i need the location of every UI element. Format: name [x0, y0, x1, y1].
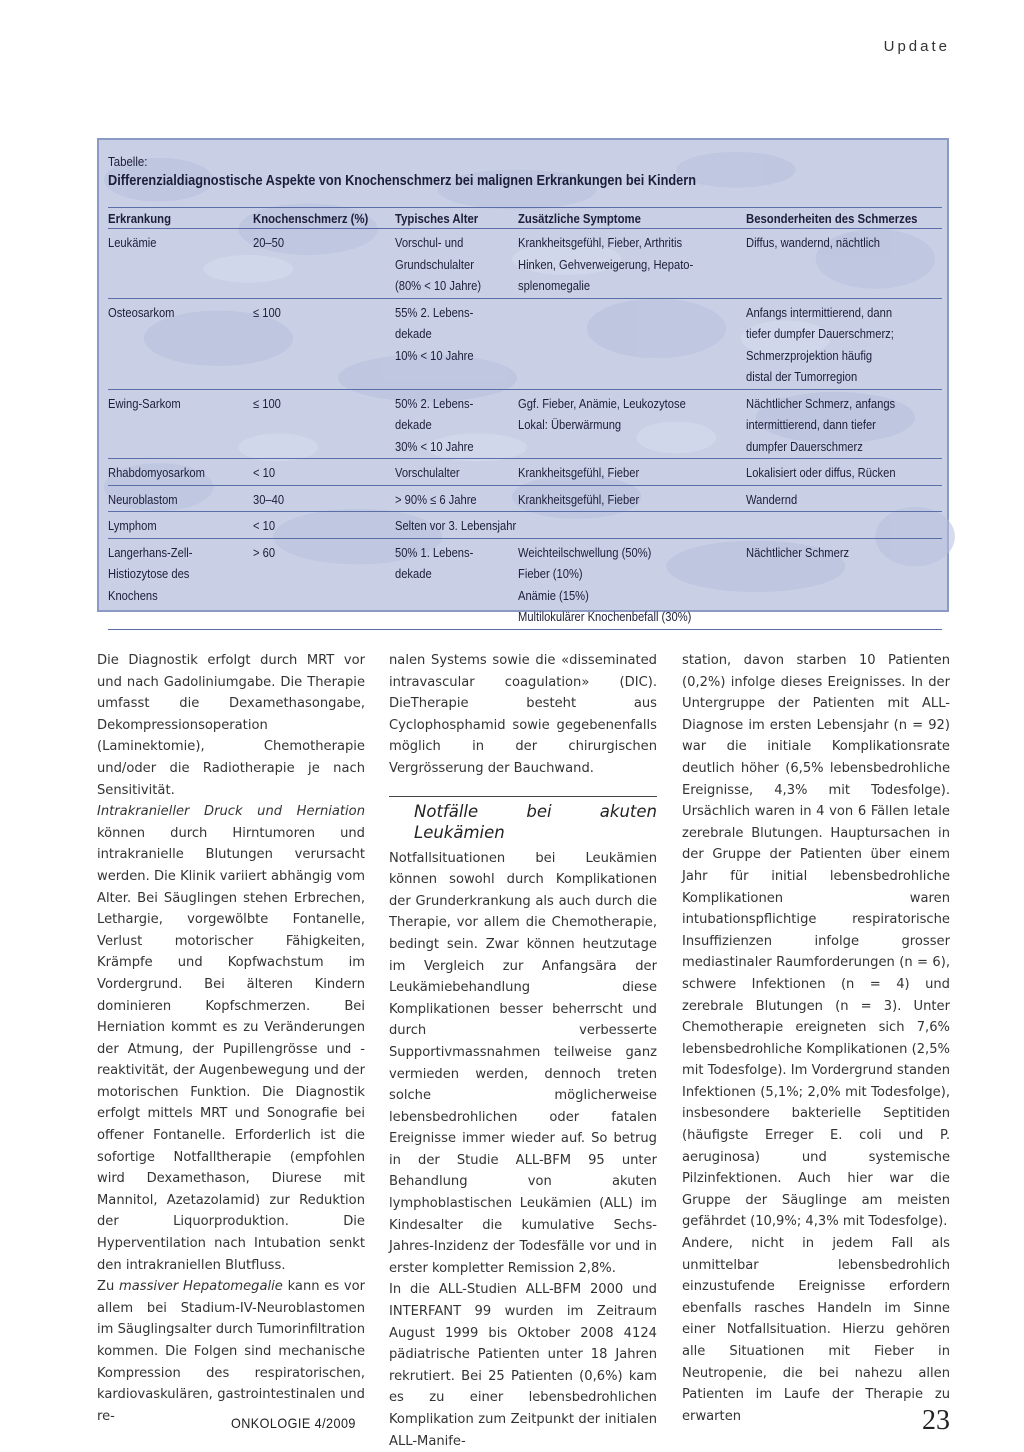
cell-line: Lymphom	[108, 518, 157, 533]
column-header: Erkrankung	[108, 208, 253, 229]
cell-line: Fieber (10%)	[518, 566, 583, 581]
table-cell	[253, 485, 395, 512]
cell-line: 30% < 10 Jahre	[395, 438, 474, 454]
cell-line: distal der Tumorregion	[746, 369, 858, 384]
table-cell	[746, 459, 942, 486]
cell-line: 50% 1. Lebens-	[395, 544, 474, 560]
cell-line: < 10	[253, 518, 276, 533]
cell-line: Krankheitsgefühl, Fieber	[518, 465, 640, 480]
cell-line: Langerhans-Zell-	[108, 544, 193, 560]
cell-line: (80% < 10 Jahre)	[395, 278, 482, 293]
table-cell	[395, 512, 942, 539]
table-row	[108, 459, 942, 486]
journal-footer: ONKOLOGIE 4/2009	[231, 1415, 356, 1431]
table-cell	[108, 538, 253, 629]
table-cell	[395, 389, 518, 459]
cell-line: Nächtlicher Schmerz	[746, 544, 850, 560]
cell-line: Rhabdomyosarkom	[108, 465, 205, 480]
column-header: Typisches Alter	[395, 208, 518, 229]
cell-line: dekade	[395, 566, 432, 581]
table-cell	[108, 459, 253, 486]
cell-line: < 10	[253, 465, 276, 480]
cell-line: ≤ 100	[253, 304, 281, 320]
table-cell	[108, 389, 253, 459]
table-row	[108, 512, 942, 539]
cell-line: intermittierend, dann tiefer	[746, 417, 876, 432]
table-cell	[746, 229, 942, 299]
table-cell	[395, 538, 518, 629]
cell-line: dekade	[395, 417, 432, 432]
table-cell	[395, 298, 518, 389]
text-column-2	[389, 650, 657, 1452]
text: Zu	[97, 1279, 119, 1295]
cell-line: Anfangs intermittierend, dann	[746, 304, 893, 320]
cell-line: Hinken, Gehverweigerung, Hepato-	[518, 256, 694, 272]
cell-line: Weichteilschwellung (50%)	[518, 544, 652, 560]
cell-line: Krankheitsgefühl, Fieber	[518, 491, 640, 507]
cell-line: Schmerzprojektion häufig	[746, 347, 873, 363]
cell-line: 20–50	[253, 235, 285, 250]
text-column-1	[97, 650, 365, 1427]
differential-table	[108, 207, 942, 630]
cell-line: Knochens	[108, 587, 158, 603]
table-cell	[108, 229, 253, 299]
cell-line: > 60	[253, 544, 276, 560]
table-cell	[746, 389, 942, 459]
paragraph: Notfallsituationen bei Leukämien können sowohl durch Komplikationen der Grunderkrankung als auch durch die Therapie, vor allem die Chemotherapie, bedingt sein. Zwar können heutzutage im Vergleich zur Anfangsära der Leukämiebehandlung diese Komplikationen besser beherrscht und durch verbesserte Supportivmassnahmen teilweise ganz vermieden werden, dennoch treten solche möglicherweise lebensbedrohlichen oder fatalen Ereignisse immer wieder auf. So betrug in der Studie ALL-BFM 95 unter Behandlung von akuten lymphoblastischen Leukämien (ALL) im Kindesalter die kumulative Sechs-Jahres-Inzidenz der Todesfälle vor und in erster kompletter Remission 2,8%.	[389, 850, 657, 1276]
column-header: Zusätzliche Symptome	[518, 208, 746, 229]
emphasis: massiver Hepatomegalie	[119, 1279, 283, 1295]
cell-line: Lokalisiert oder diffus, Rücken	[746, 465, 896, 480]
cell-line: Nächtlicher Schmerz, anfangs	[746, 395, 896, 411]
table-cell	[518, 229, 746, 299]
section-rule	[389, 796, 657, 797]
section-heading: Notfälle bei akuten Leukämien	[414, 801, 657, 842]
table-row	[108, 538, 942, 629]
table-cell	[395, 459, 518, 486]
text: können durch Hirntumoren und intrakranielle Blutungen verursacht werden. Die Klinik variiert abhängig vom Alter. Bei Säuglingen stehen Erbrechen, Lethargie, vorgewölbte Fontanelle, Verlust motorischer Fähigkeiten, Krämpfe und Kopfwachstum im Vordergrund. Bei älteren Kindern dominieren Kopfschmerzen. Bei Herniation kommt es zu Veränderungen der Atmung, der Pupillengrösse und -reaktivität, der Augenbewegung und der motorischen Funktion. Die Diagnostik erfolgt mittels MRT und Sonografie bei offener Fontanelle. Erforderlich ist die sofortige Notfalltherapie (empfohlen wird Dexamethason, Diurese mit Mannitol, Azetazolamid) zur Reduktion der Liquorproduktion. Die Hyperventilation nach Intubation senkt den intrakraniellen Blutfluss.	[97, 825, 365, 1273]
running-head: Update	[883, 38, 950, 55]
cell-line: 50% 2. Lebens-	[395, 395, 474, 411]
table-label: Tabelle:	[108, 154, 148, 169]
cell-line: 30–40	[253, 491, 285, 507]
cell-line: Multilokulärer Knochenbefall (30%)	[518, 609, 692, 624]
column-header: Besonderheiten des Schmerzes	[746, 208, 942, 229]
table-cell	[518, 389, 746, 459]
table-row	[108, 229, 942, 299]
table-body	[108, 229, 942, 630]
page-number: 23	[922, 1405, 950, 1436]
cell-line: Ewing-Sarkom	[108, 395, 181, 411]
cell-line: Krankheitsgefühl, Fieber, Arthritis	[518, 235, 683, 250]
table-cell	[746, 485, 942, 512]
paragraph: In die ALL-Studien ALL-BFM 2000 und INTERFANT 99 wurden im Zeitraum August 1999 bis Oktober 2008 4124 pädiatrische Patienten unter 18 Jahren rekrutiert. Bei 25 Patienten (0,6%) kam es zu einer lebensbedrohlichen Komplikation zum Zeitpunkt der initialen ALL-Manife-	[389, 1282, 657, 1449]
table-row	[108, 298, 942, 389]
cell-line: dekade	[395, 326, 432, 341]
paragraph: Andere, nicht in jedem Fall als unmittelbar lebensbedrohlich einzustufende Ereignisse erfordern ebenfalls rasches Handeln im Sinne einer Notfallsituation. Hierzu gehören alle Situationen mit Fieber in Neutropenie, die bei nahezu allen Patienten im Laufe der Therapie zu erwarten	[682, 1236, 950, 1424]
table-header-row	[108, 208, 942, 229]
table-cell	[746, 538, 942, 629]
table-cell	[518, 298, 746, 389]
cell-line: Histiozytose des	[108, 566, 190, 581]
table-content	[108, 154, 942, 630]
cell-line: ≤ 100	[253, 395, 281, 411]
column-header: Knochenschmerz (%)	[253, 208, 395, 229]
table-cell	[518, 459, 746, 486]
table-cell	[253, 298, 395, 389]
cell-line: > 90% ≤ 6 Jahre	[395, 491, 477, 507]
table-cell	[746, 298, 942, 389]
table-cell	[395, 229, 518, 299]
cell-line: Leukämie	[108, 235, 157, 250]
cell-line: Vorschulalter	[395, 465, 460, 480]
table-cell	[518, 485, 746, 512]
cell-line: Vorschul- und	[395, 235, 464, 250]
table-cell	[253, 512, 395, 539]
table-cell	[253, 389, 395, 459]
cell-line: Anämie (15%)	[518, 587, 589, 603]
cell-line: Grundschulalter	[395, 256, 474, 272]
table-cell	[108, 485, 253, 512]
paragraph: Die Diagnostik erfolgt durch MRT vor und nach Gadoliniumgabe. Die Therapie umfasst die Dexamethasongabe, Dekompressionsoperation (Laminektomie), Chemotherapie und/oder die Radiotherapie je nach Sensitivität.	[97, 653, 365, 798]
text: kann es vor allem bei Stadium-IV-Neuroblastomen im Säuglingsalter durch Tumorinfiltration kommen. Die Folgen sind mechanische Kompression des respiratorischen, kardiovaskulären, gastrointestinalen und re-	[97, 1279, 366, 1424]
table-row	[108, 485, 942, 512]
cell-line: Wandernd	[746, 491, 798, 507]
table-title: Differenzialdiagnostische Aspekte von Knochenschmerz bei malignen Erkrankungen bei Kindern	[108, 173, 697, 189]
table-cell	[253, 538, 395, 629]
paragraph	[97, 801, 365, 1276]
cell-line: dumpfer Dauerschmerz	[746, 438, 863, 454]
cell-line: Osteosarkom	[108, 304, 175, 320]
table-cell	[253, 229, 395, 299]
table-cell	[518, 538, 746, 629]
paragraph: station, davon starben 10 Patienten (0,2%) infolge dieses Ereignisses. In der Untergruppe der Patienten mit ALL-Diagnose im ersten Lebensjahr (n = 92) war die initiale Komplikationsrate deutlich höher (6,5% lebensbedrohliche Ereignisse, 4,3% mit Todesfolge). Ursächlich waren in 4 von 6 Fällen letale zerebrale Blutungen. Hauptursachen in der Gruppe der Patienten über einem Jahr für initial lebensbedrohliche Komplikationen waren intubationspflichtige respiratorische Insuffizienzen infolge grosser mediastinaler Raumforderungen (n = 6), schwere Infektionen (n = 4) und zerebrale Blutungen (n = 3). Unter Chemotherapie ereigneten sich 7,6% lebensbedrohliche Komplikationen (2,5% mit Todesfolge). Im Vordergrund standen Infektionen (5,1%; 2,0% mit Todesfolge), insbesondere bakterielle Septitiden (häufigste Erreger E. coli und P. aeruginosa) und systemische Pilzinfektionen. Auch hier war die Gruppe der Säuglinge am meisten gefährdet (10,9%; 4,3% mit Todesfolge).	[682, 653, 950, 1230]
table-cell	[108, 512, 253, 539]
cell-line: tiefer dumpfer Dauerschmerz;	[746, 326, 894, 341]
emphasis: Intrakranieller Druck und Herniation	[97, 804, 365, 820]
cell-line: splenomegalie	[518, 278, 591, 293]
text-column-3	[682, 650, 950, 1427]
table-row	[108, 389, 942, 459]
cell-line: Selten vor 3. Lebensjahr	[395, 518, 517, 533]
cell-line: Lokal: Überwärmung	[518, 417, 622, 432]
table-cell	[108, 298, 253, 389]
paragraph	[97, 1276, 365, 1427]
table-cell	[253, 459, 395, 486]
cell-line: Neuroblastom	[108, 491, 178, 507]
cell-line: 55% 2. Lebens-	[395, 304, 474, 320]
cell-line: 10% < 10 Jahre	[395, 347, 474, 363]
table-cell	[395, 485, 518, 512]
paragraph: nalen Systems sowie die «disseminated intravascular coagulation» (DIC). DieTherapie besteht aus Cyclophosphamid sowie gegebenenfalls möglich in der chirurgischen Vergrösserung der Bauchwand.	[389, 653, 657, 776]
cell-line: Diffus, wandernd, nächtlich	[746, 235, 881, 250]
table-box	[97, 138, 949, 624]
cell-line: Ggf. Fieber, Anämie, Leukozytose	[518, 395, 686, 411]
